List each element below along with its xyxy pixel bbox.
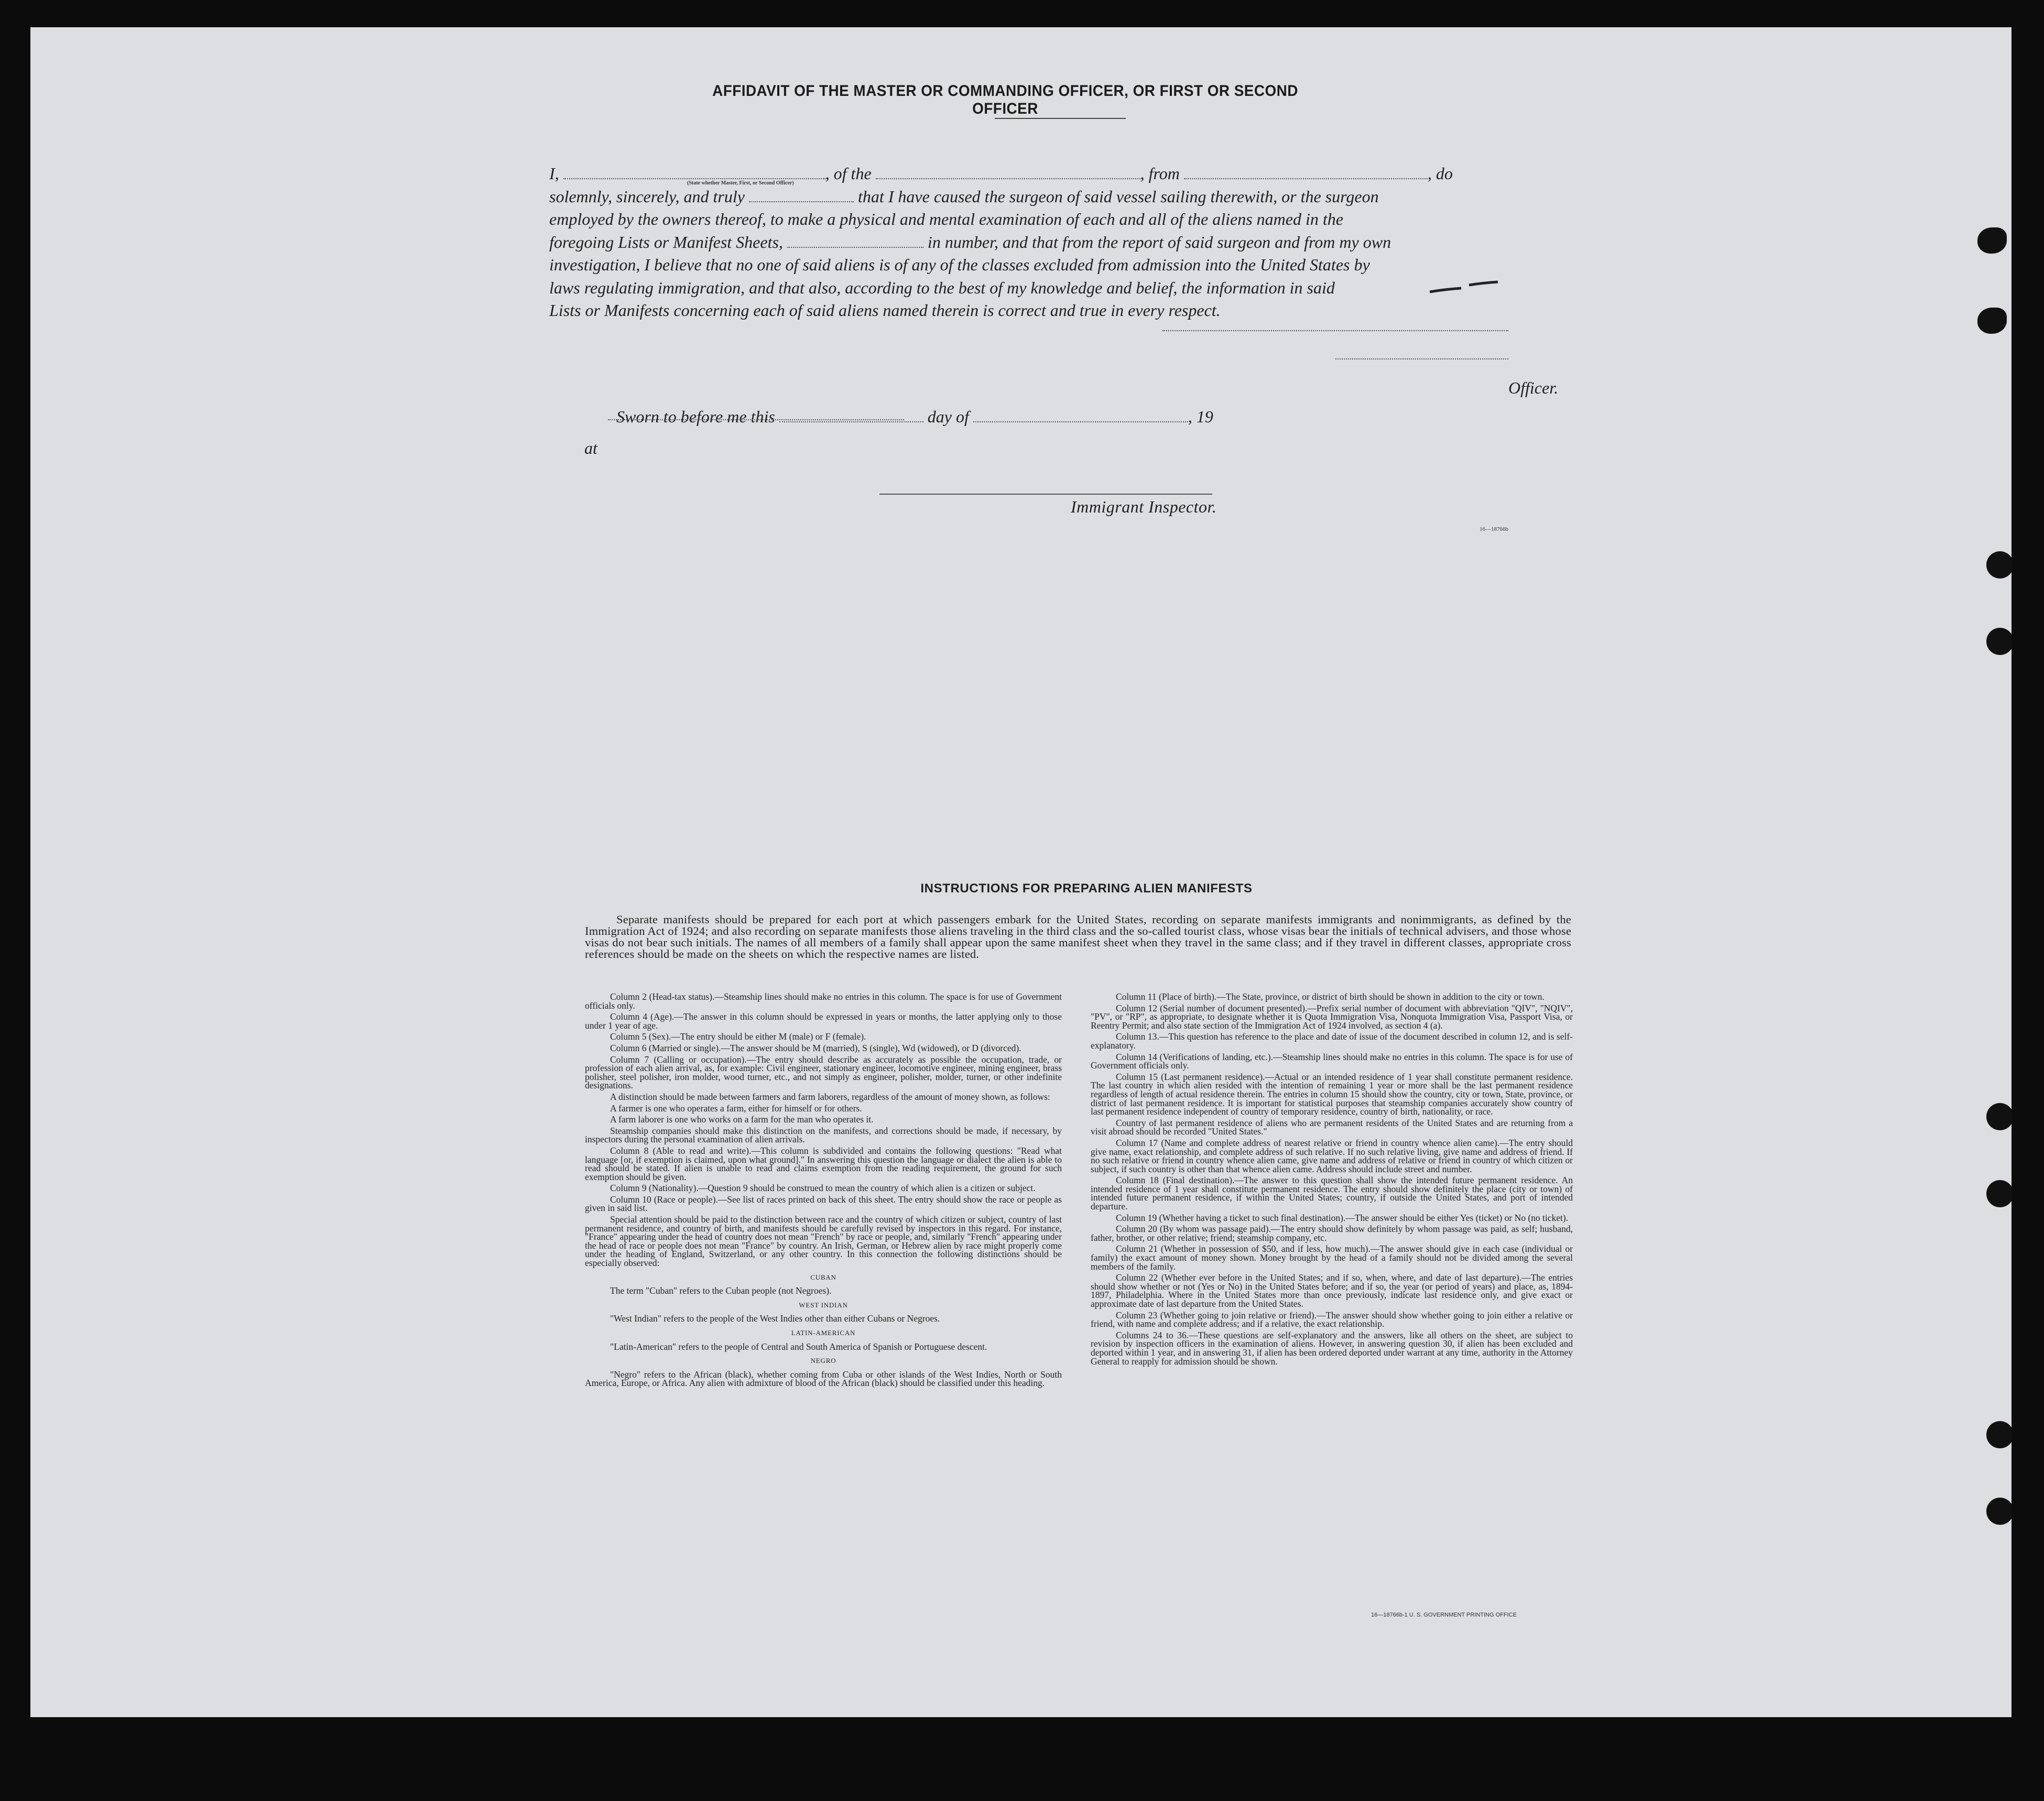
left-para: Column 2 (Head-tax status).—Steamship lines should make no entries in this column. The space is for use of Government officials only.	[585, 991, 1062, 1011]
binder-hole	[1986, 551, 2012, 578]
west-indian-heading: WEST INDIAN	[799, 1301, 848, 1309]
right-para: Columns 24 to 36.—These questions are self-explanatory and the answers, like all others on the sheet, are subject to revision by inspection officers in the examination of aliens. However, in answering question 30, if alien has been excluded and deported within 1 year, and in answering 31, if alien has been ordered deported under warrant at any time, authority in the Attorney General to reapply for admission should be shown.	[1091, 1329, 1573, 1367]
officer-signature-line[interactable]	[1162, 330, 1508, 331]
sheet-count-field[interactable]	[787, 234, 923, 248]
binder-hole	[1986, 1103, 2012, 1130]
binder-hole	[1986, 1421, 2012, 1448]
affidavit-line-4	[549, 231, 1577, 254]
cuban-heading: CUBAN	[810, 1273, 836, 1281]
sworn-line	[616, 407, 1213, 427]
affidavit-line-2	[549, 185, 1577, 209]
surgeon-text: that I have caused the surgeon of said vessel sailing therewith, or the surgeon	[857, 187, 1379, 206]
affidavit-line-7: Lists or Manifests concerning each of said aliens named therein is correct and true in every respect.	[549, 301, 1221, 320]
affidavit-i: I,	[549, 164, 559, 183]
instructions-left-column	[585, 992, 1062, 1390]
day-of-label: day of	[927, 407, 969, 426]
inspector-label: Immigrant Inspector.	[1071, 497, 1217, 516]
west-indian-definition: "West Indian" refers to the people of the West Indies other than either Cubans or Negroes.	[610, 1313, 940, 1324]
right-para: Column 12 (Serial number of document presented).—Prefix serial number of document with abbreviation "QIV", "NQIV", "PV", or "RP", as appropriate, to designate whether it is Quota Immigration Visa, Nonquota Immigration Visa, Passport Visa, or Reentry Permit; and also state section of the Immigration Act of 1924 involved, as section 4 (a).	[1091, 1002, 1573, 1031]
affidavit-line-3: employed by the owners thereof, to make a physical and mental examination of each and all of the aliens named in the	[549, 210, 1343, 228]
right-para: Column 17 (Name and complete address of nearest relative or friend in country whence alien came).—The entry should give name, exact relationship, and complete address of such relative. If no such relative living, give name and address of friend. If no such relative or friend in country whence alien came, give name and address of relative or friend in country of which citizen or subject, if such country is other than that whence alien came. Address should include street and number.	[1091, 1137, 1573, 1174]
officer-rank-field[interactable]	[563, 166, 825, 179]
instructions-title: INSTRUCTIONS FOR PREPARING ALIEN MANIFESTS	[920, 881, 1253, 896]
left-para: A farm laborer is one who works on a farm for the man who operates it.	[610, 1114, 874, 1125]
at-label: at	[584, 439, 597, 457]
place-field[interactable]	[608, 419, 904, 420]
left-para: Column 7 (Calling or occupation).—The entry should describe as accurately as possible the occupation, trade, or profession of each alien arrival, as, for example: Civil engineer, stationary engineer, locomotive engineer, mining engineer, brass polisher, steel polisher, iron molder, wood turner, etc., and not simply as engineer, polisher, molder, turner, or other indefinite designations.	[585, 1054, 1062, 1091]
left-para: A distinction should be made between farmers and farm laborers, regardless of the amount of money shown, as follows:	[610, 1091, 1050, 1102]
lists-text: foregoing Lists or Manifest Sheets,	[549, 232, 783, 252]
left-para: A farmer is one who operates a farm, either for himself or for others.	[610, 1103, 862, 1114]
right-para: Column 19 (Whether having a ticket to such final destination).—The answer should be either Yes (ticket) or No (no ticket).	[1116, 1212, 1569, 1223]
binder-hole	[1986, 628, 2012, 655]
number-text: in number, and that from the report of said surgeon and from my own	[927, 232, 1391, 252]
left-para: Column 6 (Married or single).—The answer should be M (married), S (single), Wd (widowed), or D (divorced).	[610, 1042, 1021, 1053]
left-para: Column 10 (Race or people).—See list of races printed on back of this sheet. The entry should show the race or people as given in said list.	[585, 1194, 1062, 1214]
right-para: Column 23 (Whether going to join relative or friend).—The answer should show whether going to join either a relative or friend, with name and complete address; and if a relative, the exact relationship.	[1091, 1309, 1573, 1329]
instructions-right-column	[1091, 992, 1573, 1368]
do-label: , do	[1427, 164, 1453, 183]
title-rule	[995, 118, 1126, 119]
from-label: , from	[1140, 164, 1180, 183]
year-label: , 19	[1188, 407, 1213, 426]
right-para: Column 18 (Final destination).—The answer to this question shall show the intended future permanent residence. An intended residence of 1 year shall constitute permanent residence. The entry should show definitely the place (city or town) of intended future permanent residence, if within the United States; country, if outside the United States, and port of intended departure.	[1091, 1175, 1573, 1212]
pen-mark	[1425, 274, 1503, 305]
of-the-label: , of the	[825, 164, 872, 183]
right-para: Column 14 (Verifications of landing, etc.).—Steamship lines should make no entries in this column. The space is for use of Government officials only.	[1091, 1051, 1573, 1071]
left-para: Special attention should be paid to the distinction between race and the country of which citizen or subject, country of last permanent residence, and country of birth, and manifests should be carefully revised by inspectors in this regard. For instance, "France" appearing under the head of country does not mean "French" by race or people, and, similarly "French" appearing under the head of race or people does not mean "France" by country. An Irish, German, or Hebrew alien by race might properly come under the heading of England, Switzerland, or any other country. In this connection the following distinctions should be especially observed:	[585, 1214, 1062, 1269]
right-para: Column 20 (By whom was passage paid).—The entry should show definitely by whom passage was paid, as self; husband, father, brother, or other relative; friend; steamship company, etc.	[1091, 1224, 1573, 1243]
sworn-month-field[interactable]	[973, 409, 1188, 422]
officer-name-line[interactable]	[1335, 358, 1508, 359]
affidavit-line-5: investigation, I believe that no one of said aliens is of any of the classes excluded from admission into the United States by	[549, 255, 1370, 274]
form-code: 16—18766b	[1480, 526, 1508, 532]
officer-rank-note: (State whether Master, First, or Second Officer)	[687, 180, 794, 186]
right-para: Column 13.—This question has reference to the place and date of issue of the document described in column 12, and is self-explanatory.	[1091, 1031, 1573, 1051]
binder-hole	[1977, 227, 2007, 254]
binder-hole	[1986, 1498, 2012, 1525]
negro-definition: "Negro" refers to the African (black), whether coming from Cuba or other islands of the West Indies, North or South America, Europe, or Africa. Any alien with admixture of blood of the African (black) should be classified under this heading.	[585, 1369, 1062, 1389]
manifest-sheet	[30, 27, 2012, 1717]
oath-field[interactable]	[749, 189, 854, 202]
right-para: Column 21 (Whether in possession of $50, and if less, how much).—The answer should give in each case (individual or family) the exact amount of money shown. Money brought by the head of a family should not be divided among the several members of the family.	[1091, 1243, 1573, 1272]
right-para: Column 11 (Place of birth).—The State, province, or district of birth should be shown in addition to the city or town.	[1116, 991, 1545, 1002]
solemnly-text: solemnly, sincerely, and truly	[549, 187, 745, 206]
instructions-intro: Separate manifests should be prepared for each port at which passengers embark for the United States, recording on separate manifests immigrants and nonimmigrants, as defined by the Immigration Act of 1924; and also recording on separate manifests those aliens traveling in the third class and the so-called tourist class, whose visas bear the initials of technical advisers, and those whose visas do not bear such initials. The names of all members of a family shall appear upon the same manifest sheet when they travel in the same class; and if they travel in different classes, appropriate cross references should be made on the sheets on which the respective names are listed.	[585, 913, 1571, 960]
negro-heading: NEGRO	[810, 1357, 836, 1365]
binder-hole	[1986, 1180, 2012, 1207]
left-para: Column 8 (Able to read and write).—This column is subdivided and contains the following questions: "Read what language [or, if exemption is claimed, upon what ground]." In answering this question the language or dialect the alien is able to read should be stated. If alien is unable to read and claims exemption from the reading requirement, the ground for such exemption should be given.	[585, 1145, 1062, 1182]
port-field[interactable]	[1184, 166, 1428, 179]
left-para: Column 4 (Age).—The answer in this column should be expressed in years or months, the latter applying only to those under 1 year of age.	[585, 1011, 1062, 1031]
sworn-label: Sworn to before me this	[616, 407, 775, 426]
printing-office-code: 16—18766b-1 U. S. GOVERNMENT PRINTING OFFICE	[1371, 1612, 1517, 1618]
affidavit-title: AFFIDAVIT OF THE MASTER OR COMMANDING OFFICER, OR FIRST OR SECOND OFFICER	[712, 82, 1298, 117]
binder-hole	[1977, 308, 2007, 334]
left-para: Column 9 (Nationality).—Question 9 should be construed to mean the country of which alien is a citizen or subject.	[610, 1183, 1036, 1194]
affidavit-line-6: laws regulating immigration, and that also, according to the best of my knowledge and belief, the information in said	[549, 278, 1335, 297]
left-para: Steamship companies should make this distinction on the manifests, and corrections should be made, if necessary, by inspectors during the personal examination of alien arrivals.	[585, 1125, 1062, 1145]
sworn-day-field[interactable]	[779, 409, 923, 422]
affidavit-line-1	[549, 162, 1577, 185]
cuban-definition: The term "Cuban" refers to the Cuban people (not Negroes).	[610, 1285, 832, 1296]
latin-american-heading: LATIN-AMERICAN	[791, 1329, 856, 1337]
officer-label: Officer.	[1508, 378, 1559, 397]
affidavit-text	[549, 162, 1577, 322]
right-para: Country of last permanent residence of aliens who are permanent residents of the United States and are returning from a visit abroad should be recorded "United States."	[1091, 1117, 1573, 1137]
left-para: Column 5 (Sex).—The entry should be either M (male) or F (female).	[610, 1031, 866, 1042]
vessel-name-field[interactable]	[876, 166, 1140, 179]
right-para: Column 22 (Whether ever before in the United States; and if so, when, where, and date of last departure).—The entries should show whether or not (Yes or No) in the United States before; and if so, the year (or period of years) and place, as, 1894-1897, Philadelphia. Where in the United States more than once previously, indicate last residence only, and give exact or approximate date of last departure from the United States.	[1091, 1272, 1573, 1309]
right-para: Column 15 (Last permanent residence).—Actual or an intended residence of 1 year shall constitute permanent residence. The last country in which alien resided with the intention of remaining 1 year or more shall be the last permanent residence regardless of length of actual residence therein. The entries in column 15 should show the country, city or town, State, province, or district of last permanent residence. It is important for statistical purposes that steamship companies accurately show country of last permanent residence independent of country of temporary residence, country of birth, nationality, or race.	[1091, 1071, 1573, 1117]
inspector-signature-line[interactable]	[879, 494, 1212, 495]
latin-american-definition: "Latin-American" refers to the people of Central and South America of Spanish or Portuguese descent.	[610, 1341, 987, 1352]
